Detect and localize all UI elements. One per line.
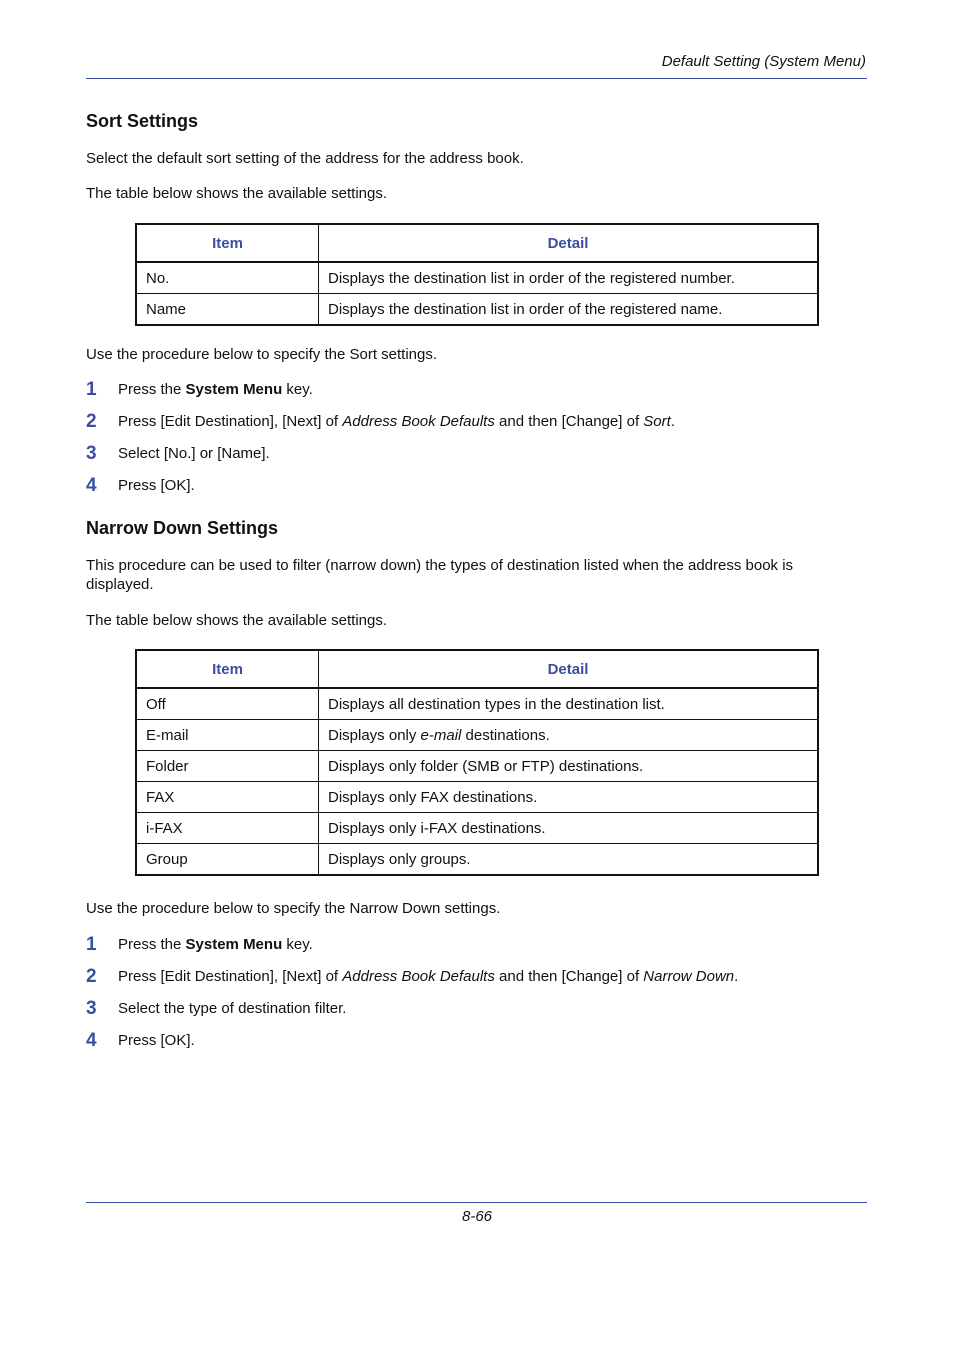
table-header-row	[136, 650, 818, 688]
narrow-down-heading: Narrow Down Settings	[86, 518, 279, 538]
menu-name: Address Book Defaults	[342, 413, 495, 430]
column-header-item: Item	[136, 650, 319, 688]
narrow-table-intro: The table below shows the available settings.	[86, 612, 388, 629]
step-text: Press [Edit Destination], [Next] of	[118, 413, 343, 430]
cell-detail: Displays only FAX destinations.	[319, 782, 819, 813]
table-row	[136, 844, 818, 876]
step-text: Press the	[118, 936, 186, 953]
sort-procedure-intro: Use the procedure below to specify the Sort settings.	[86, 346, 438, 363]
column-header-item: Item	[136, 224, 319, 262]
cell-detail: Displays all destination types in the destination list.	[319, 688, 819, 720]
cell-item: Name	[136, 294, 319, 326]
cell-detail: Displays the destination list in order of the registered name.	[319, 294, 819, 326]
step-text: Press [Edit Destination], [Next] of	[118, 968, 343, 985]
key-name: System Menu	[185, 381, 283, 398]
cell-item: i-FAX	[136, 813, 319, 844]
narrow-step-3	[86, 998, 346, 1020]
step-number: 2	[86, 966, 97, 987]
step-number: 4	[86, 1030, 97, 1051]
table-header-row	[136, 224, 818, 262]
cell-item: Group	[136, 844, 319, 876]
sort-step-3	[86, 443, 270, 465]
sort-settings-heading: Sort Settings	[86, 111, 199, 131]
step-text: .	[734, 968, 739, 985]
step-text: Press [OK].	[118, 477, 195, 494]
page-number: 8-66	[461, 1208, 493, 1225]
footer-rule	[86, 1202, 867, 1203]
table-row	[136, 782, 818, 813]
step-text: key.	[282, 381, 313, 398]
narrow-intro: This procedure can be used to filter (narrow down) the types of destination listed when the address book is displayed.	[86, 557, 794, 593]
narrow-step-2	[86, 966, 738, 988]
cell-item: Folder	[136, 751, 319, 782]
narrow-settings-table	[135, 649, 819, 876]
cell-detail: Displays only i-FAX destinations.	[319, 813, 819, 844]
detail-emphasis: e-mail	[420, 726, 462, 744]
step-number: 1	[86, 934, 97, 955]
step-text: Press the	[118, 381, 186, 398]
narrow-step-4	[86, 1030, 195, 1052]
cell-detail: Displays only groups.	[319, 844, 819, 876]
step-number: 3	[86, 443, 97, 464]
table-row	[136, 813, 818, 844]
step-text: and then [Change] of	[494, 968, 644, 985]
detail-text: Displays only	[328, 726, 421, 744]
step-text: .	[670, 413, 675, 430]
menu-name: Narrow Down	[643, 968, 735, 985]
table-row	[136, 720, 818, 751]
table-row	[136, 262, 818, 294]
column-header-detail: Detail	[319, 650, 819, 688]
step-text: Select the type of destination filter.	[118, 1000, 347, 1017]
step-number: 1	[86, 379, 97, 400]
step-text: Press [OK].	[118, 1032, 195, 1049]
running-header: Default Setting (System Menu)	[661, 53, 866, 70]
detail-text: destinations.	[461, 726, 550, 744]
narrow-step-1	[86, 934, 313, 956]
column-header-detail: Detail	[319, 224, 819, 262]
sort-table-intro: The table below shows the available settings.	[86, 185, 388, 202]
cell-item: E-mail	[136, 720, 319, 751]
table-row	[136, 751, 818, 782]
cell-detail	[319, 720, 819, 751]
step-text: and then [Change] of	[494, 413, 644, 430]
cell-item: FAX	[136, 782, 319, 813]
sort-intro: Select the default sort setting of the address for the address book.	[86, 150, 524, 167]
cell-detail: Displays the destination list in order of the registered number.	[319, 262, 819, 294]
step-number: 2	[86, 411, 97, 432]
step-number: 3	[86, 998, 97, 1019]
header-rule	[86, 78, 867, 79]
step-text: key.	[282, 936, 313, 953]
narrow-procedure-intro: Use the procedure below to specify the Narrow Down settings.	[86, 900, 501, 917]
table-row	[136, 688, 818, 720]
sort-step-2	[86, 411, 675, 433]
cell-item: No.	[136, 262, 319, 294]
step-number: 4	[86, 475, 97, 496]
cell-detail: Displays only folder (SMB or FTP) destinations.	[319, 751, 819, 782]
key-name: System Menu	[185, 936, 283, 953]
menu-name: Sort	[643, 413, 671, 430]
cell-item: Off	[136, 688, 319, 720]
sort-step-1	[86, 379, 313, 401]
sort-step-4	[86, 475, 195, 497]
table-row	[136, 294, 818, 326]
step-text: Select [No.] or [Name].	[118, 445, 270, 462]
menu-name: Address Book Defaults	[342, 968, 495, 985]
sort-settings-table	[135, 223, 819, 326]
